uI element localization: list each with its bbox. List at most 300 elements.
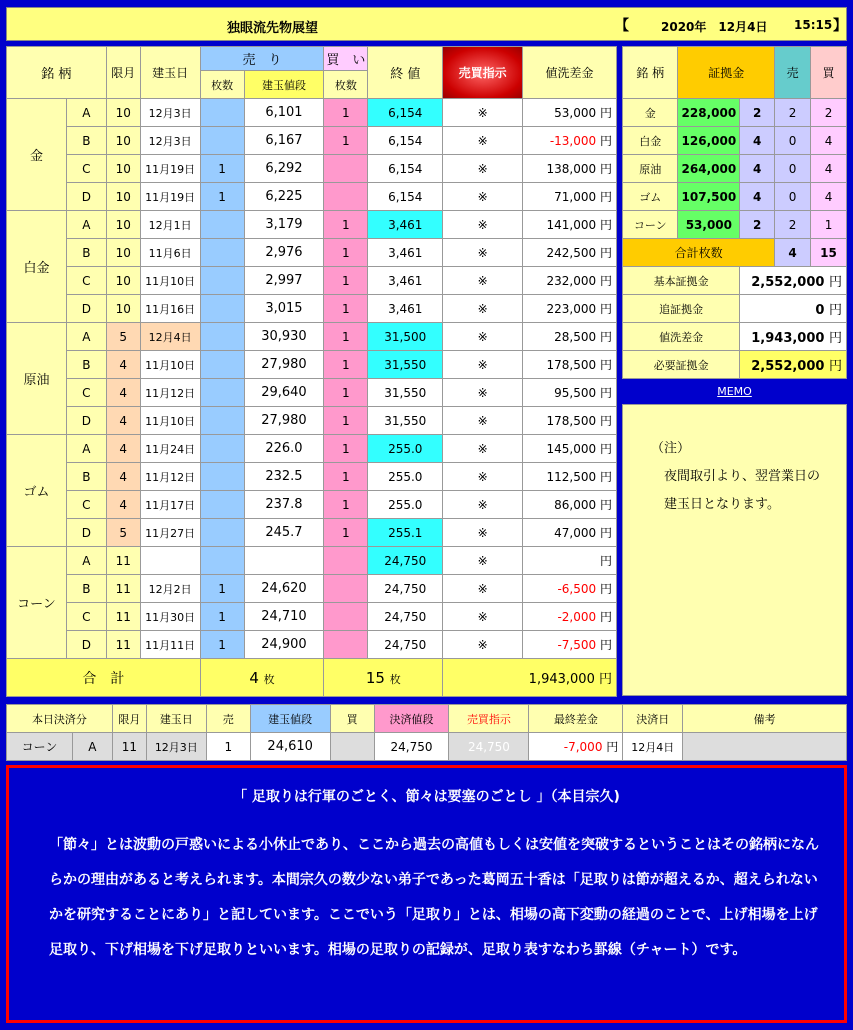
row-sub: D: [66, 519, 106, 547]
row-date: 12月2日: [140, 575, 200, 603]
margin-buy: 2: [811, 99, 847, 127]
summary-value: [740, 295, 847, 323]
margin-name: コーン: [623, 211, 678, 239]
margin-table: [622, 46, 847, 379]
settle-final-yen: 円: [606, 740, 619, 754]
row-price: 24,900: [244, 631, 324, 659]
row-diff-value: 223,000: [546, 302, 597, 316]
row-price: 24,620: [244, 575, 324, 603]
row-mark: ※: [443, 603, 523, 631]
settle-instruction: 24,750: [449, 733, 529, 761]
row-sell: [200, 267, 244, 295]
row-mark: ※: [443, 155, 523, 183]
bracket-close: 】: [833, 18, 847, 34]
settle-final-value: -7,000: [563, 740, 603, 754]
margin-count: 4: [740, 127, 775, 155]
settle-header: 限月: [112, 705, 146, 733]
row-month: 4: [106, 435, 140, 463]
margin-header-uri: 売: [775, 47, 811, 99]
row-buy: [324, 183, 368, 211]
margin-amount: 53,000: [678, 211, 740, 239]
row-diff-yen: 円: [599, 526, 612, 540]
table-row: [7, 407, 617, 435]
group-name: 白金: [7, 211, 67, 323]
row-month: 10: [106, 183, 140, 211]
table-row: [7, 99, 617, 127]
summary-yen: 円: [828, 275, 842, 290]
row-buy: 1: [324, 323, 368, 351]
row-sell: [200, 463, 244, 491]
row-buy: 1: [324, 351, 368, 379]
memo-panel: [622, 404, 847, 696]
header-uri: 売 り: [200, 47, 324, 71]
row-diff: [523, 239, 617, 267]
margin-buy: 4: [811, 127, 847, 155]
row-month: 4: [106, 379, 140, 407]
row-diff-yen: 円: [599, 414, 612, 428]
positions-table: [6, 46, 617, 697]
row-sub: C: [66, 267, 106, 295]
settle-sub: A: [72, 733, 112, 761]
settle-header: 売買指示: [449, 705, 529, 733]
row-mark: ※: [443, 351, 523, 379]
row-sell: [200, 323, 244, 351]
margin-row: [623, 127, 847, 155]
row-close: 24,750: [368, 575, 443, 603]
row-diff-value: 232,000: [546, 274, 597, 288]
row-close: 31,550: [368, 379, 443, 407]
row-sell: 1: [200, 603, 244, 631]
total-label: 合 計: [7, 659, 201, 697]
row-month: 10: [106, 155, 140, 183]
summary-yen: 円: [828, 359, 842, 374]
settle-header: 建玉値段: [250, 705, 330, 733]
margin-name: 原油: [623, 155, 678, 183]
header-tategyokubi: 建玉日: [140, 47, 200, 99]
row-month: 10: [106, 267, 140, 295]
group-name: コーン: [7, 547, 67, 659]
row-month: 11: [106, 631, 140, 659]
row-date: 11月6日: [140, 239, 200, 267]
row-close: 255.0: [368, 491, 443, 519]
row-close: 3,461: [368, 295, 443, 323]
row-diff-value: 86,000: [554, 498, 597, 512]
summary-row: [623, 351, 847, 379]
settle-price: 24,610: [250, 733, 330, 761]
row-buy: 1: [324, 379, 368, 407]
row-diff: [523, 127, 617, 155]
row-diff: [523, 211, 617, 239]
row-date: 11月24日: [140, 435, 200, 463]
row-sell: [200, 407, 244, 435]
row-mark: ※: [443, 435, 523, 463]
row-sell: [200, 491, 244, 519]
row-close: 6,154: [368, 183, 443, 211]
row-sell: [200, 379, 244, 407]
row-diff-yen: 円: [599, 498, 612, 512]
total-sell: [200, 659, 324, 697]
margin-count: 2: [740, 211, 775, 239]
total-sell-unit: 枚: [263, 672, 275, 686]
row-close: 24,750: [368, 603, 443, 631]
row-diff-yen: 円: [599, 554, 612, 568]
settle-header: 本日決済分: [7, 705, 113, 733]
row-sub: C: [66, 603, 106, 631]
row-diff: [523, 463, 617, 491]
row-sub: A: [66, 211, 106, 239]
row-diff-value: -7,500: [557, 638, 597, 652]
row-mark: ※: [443, 211, 523, 239]
row-sub: D: [66, 631, 106, 659]
settle-header: 売: [206, 705, 250, 733]
bracket-open: 【: [615, 18, 629, 34]
row-sub: B: [66, 127, 106, 155]
row-diff: [523, 407, 617, 435]
row-diff: [523, 575, 617, 603]
row-diff: [523, 99, 617, 127]
summary-row: [623, 323, 847, 351]
row-close: 6,154: [368, 155, 443, 183]
row-date: 12月3日: [140, 127, 200, 155]
row-price: 6,167: [244, 127, 324, 155]
row-sub: D: [66, 295, 106, 323]
summary-amount: 2,552,000: [751, 275, 825, 290]
margin-total-buy: 15: [811, 239, 847, 267]
total-buy: [324, 659, 443, 697]
memo-line: 夜間取引より、翌営業日の: [651, 469, 821, 484]
row-date: 11月12日: [140, 463, 200, 491]
row-diff: [523, 323, 617, 351]
header-buy-maisu: 枚数: [324, 71, 368, 99]
row-price: 24,710: [244, 603, 324, 631]
table-row: [7, 323, 617, 351]
row-diff-value: 138,000: [546, 162, 597, 176]
page-title: 独眼流先物展望: [227, 21, 319, 36]
row-sub: A: [66, 435, 106, 463]
margin-name: 金: [623, 99, 678, 127]
row-sub: B: [66, 575, 106, 603]
row-buy: 1: [324, 267, 368, 295]
row-price: 6,292: [244, 155, 324, 183]
settle-header: 決済値段: [374, 705, 449, 733]
row-price: 245.7: [244, 519, 324, 547]
header-gengetsu: 限月: [106, 47, 140, 99]
settle-header: 建玉日: [146, 705, 206, 733]
row-diff-yen: 円: [599, 218, 612, 232]
row-price: 27,980: [244, 351, 324, 379]
margin-buy: 4: [811, 155, 847, 183]
header-owarine: 終 値: [368, 47, 443, 99]
summary-amount: 2,552,000: [751, 359, 825, 374]
memo-link[interactable]: MEMO: [717, 385, 752, 398]
row-sell: [200, 239, 244, 267]
row-date: 11月11日: [140, 631, 200, 659]
row-diff: [523, 491, 617, 519]
row-buy: 1: [324, 239, 368, 267]
margin-total-sell: 4: [775, 239, 811, 267]
table-row: [7, 631, 617, 659]
row-buy: [324, 575, 368, 603]
row-month: 11: [106, 603, 140, 631]
row-mark: ※: [443, 379, 523, 407]
row-mark: ※: [443, 631, 523, 659]
row-buy: [324, 631, 368, 659]
row-mark: ※: [443, 295, 523, 323]
margin-total-label: 合計枚数: [623, 239, 775, 267]
row-diff: [523, 183, 617, 211]
row-month: 11: [106, 575, 140, 603]
summary-label: 値洗差金: [623, 323, 740, 351]
row-diff: [523, 631, 617, 659]
row-mark: ※: [443, 183, 523, 211]
row-buy: 1: [324, 519, 368, 547]
row-sell: [200, 211, 244, 239]
row-buy: [324, 155, 368, 183]
row-diff-value: -2,000: [557, 610, 597, 624]
margin-amount: 126,000: [678, 127, 740, 155]
header-baibai-shiji: 売買指示: [443, 47, 523, 99]
settle-date-done: 12月4日: [623, 733, 683, 761]
summary-row: [623, 267, 847, 295]
total-diff: [443, 659, 617, 697]
row-date: 11月10日: [140, 407, 200, 435]
row-mark: ※: [443, 491, 523, 519]
row-diff: [523, 547, 617, 575]
row-diff-yen: 円: [599, 274, 612, 288]
settle-header: 備考: [683, 705, 847, 733]
row-mark: ※: [443, 267, 523, 295]
row-month: 10: [106, 295, 140, 323]
header-bar: [6, 7, 847, 41]
table-row: [7, 155, 617, 183]
row-diff-yen: 円: [599, 190, 612, 204]
margin-amount: 264,000: [678, 155, 740, 183]
row-buy: 1: [324, 295, 368, 323]
summary-yen: 円: [828, 303, 842, 318]
table-row: [7, 603, 617, 631]
row-sub: B: [66, 239, 106, 267]
settlement-table: [6, 704, 847, 761]
row-diff: [523, 435, 617, 463]
row-diff-yen: 円: [599, 470, 612, 484]
summary-value: [740, 267, 847, 295]
row-diff-yen: 円: [599, 134, 612, 148]
row-mark: ※: [443, 407, 523, 435]
row-buy: 1: [324, 435, 368, 463]
header-tate-nedan: 建玉値段: [244, 71, 324, 99]
group-name: 原油: [7, 323, 67, 435]
row-price: 226.0: [244, 435, 324, 463]
row-sub: A: [66, 323, 106, 351]
total-buy-unit: 枚: [389, 672, 401, 686]
total-diff-value: 1,943,000: [528, 672, 595, 687]
total-buy-value: 15: [365, 668, 385, 687]
margin-row: [623, 211, 847, 239]
table-row: [7, 267, 617, 295]
margin-name: ゴム: [623, 183, 678, 211]
total-sell-value: 4: [249, 668, 259, 687]
header-sell-maisu: 枚数: [200, 71, 244, 99]
row-sub: B: [66, 463, 106, 491]
row-month: 4: [106, 491, 140, 519]
margin-buy: 1: [811, 211, 847, 239]
header-meigara: 銘 柄: [7, 47, 107, 99]
row-diff: [523, 267, 617, 295]
margin-sell: 0: [775, 127, 811, 155]
margin-count: 2: [740, 99, 775, 127]
row-mark: ※: [443, 323, 523, 351]
margin-name: 白金: [623, 127, 678, 155]
row-close: 255.0: [368, 435, 443, 463]
margin-sell: 0: [775, 183, 811, 211]
row-date: 11月19日: [140, 183, 200, 211]
margin-amount: 228,000: [678, 99, 740, 127]
row-diff: [523, 155, 617, 183]
row-diff-yen: 円: [599, 610, 612, 624]
row-date: 11月19日: [140, 155, 200, 183]
row-date: 12月3日: [140, 99, 200, 127]
settle-header: 決済日: [623, 705, 683, 733]
row-date: 11月16日: [140, 295, 200, 323]
group-name: 金: [7, 99, 67, 211]
margin-header-shokokin: 証拠金: [678, 47, 775, 99]
row-month: 4: [106, 351, 140, 379]
row-diff-yen: 円: [599, 386, 612, 400]
row-close: 3,461: [368, 239, 443, 267]
margin-sell: 2: [775, 211, 811, 239]
margin-row: [623, 183, 847, 211]
margin-row: [623, 155, 847, 183]
row-buy: 1: [324, 407, 368, 435]
row-diff-yen: 円: [599, 638, 612, 652]
margin-count: 4: [740, 155, 775, 183]
row-diff-value: 178,500: [546, 414, 597, 428]
row-mark: ※: [443, 127, 523, 155]
row-close: 24,750: [368, 547, 443, 575]
row-diff: [523, 603, 617, 631]
row-sell: [200, 547, 244, 575]
row-diff-value: 145,000: [546, 442, 597, 456]
row-date: 12月4日: [140, 323, 200, 351]
table-row: [7, 379, 617, 407]
group-name: ゴム: [7, 435, 67, 547]
row-price: 3,179: [244, 211, 324, 239]
row-month: 5: [106, 323, 140, 351]
row-diff-value: -6,500: [557, 582, 597, 596]
summary-row: [623, 295, 847, 323]
table-row: [7, 211, 617, 239]
row-diff-yen: 円: [599, 106, 612, 120]
quote-panel: [6, 765, 847, 1023]
row-sub: A: [66, 99, 106, 127]
summary-value: [740, 351, 847, 379]
row-mark: ※: [443, 99, 523, 127]
row-diff-value: 53,000: [554, 106, 597, 120]
row-diff-yen: 円: [599, 162, 612, 176]
row-diff-value: -13,000: [549, 134, 597, 148]
memo-line: 建玉日となります。: [651, 497, 780, 512]
row-price: 29,640: [244, 379, 324, 407]
row-diff-value: 178,500: [546, 358, 597, 372]
row-date: 11月27日: [140, 519, 200, 547]
table-row: [7, 295, 617, 323]
row-close: 6,154: [368, 127, 443, 155]
row-close: 3,461: [368, 267, 443, 295]
margin-row: [623, 99, 847, 127]
table-row: [7, 351, 617, 379]
table-row: [7, 239, 617, 267]
row-buy: 1: [324, 211, 368, 239]
table-row: [7, 547, 617, 575]
row-date: 11月30日: [140, 603, 200, 631]
row-close: 255.0: [368, 463, 443, 491]
row-mark: ※: [443, 239, 523, 267]
row-close: 255.1: [368, 519, 443, 547]
row-month: 10: [106, 99, 140, 127]
row-sub: D: [66, 183, 106, 211]
row-sub: B: [66, 351, 106, 379]
quote-body: 「節々」とは波動の戸惑いによる小休止であり、ここから過去の高値もしくは安値を突破するということはその銘柄になんらかの理由があると考えられます。本間宗久の数少ない弟子であった葛岡五十香は「足取りは節が超えるか、超えられないかを研究することにあり」と記しています。ここでいう「足取り」とは、相場の高下変動の経過のことで、上げ相場を上げ足取り、下げ相場を下げ足取りといいます。相場の足取りの記録が、足取り表すなわち罫線（チャート）です。: [49, 837, 819, 958]
row-price: 6,225: [244, 183, 324, 211]
row-sell: [200, 519, 244, 547]
settle-buy: [330, 733, 374, 761]
row-date: 11月12日: [140, 379, 200, 407]
summary-value: [740, 323, 847, 351]
margin-amount: 107,500: [678, 183, 740, 211]
quote-title: 「 足取りは行軍のごとく、節々は要塞のごとし 」（本目宗久): [233, 789, 620, 805]
margin-header-kai: 買: [811, 47, 847, 99]
margin-sell: 0: [775, 155, 811, 183]
row-buy: 1: [324, 99, 368, 127]
row-month: 10: [106, 211, 140, 239]
summary-label: 基本証拠金: [623, 267, 740, 295]
row-price: 2,997: [244, 267, 324, 295]
settle-header: 最終差金: [529, 705, 623, 733]
header-neaarai: 値洗差金: [523, 47, 617, 99]
row-mark: ※: [443, 547, 523, 575]
row-diff-yen: 円: [599, 330, 612, 344]
table-row: [7, 519, 617, 547]
row-price: 2,976: [244, 239, 324, 267]
row-sub: C: [66, 155, 106, 183]
header-kai: 買 い: [324, 47, 368, 71]
row-buy: 1: [324, 491, 368, 519]
row-close: 3,461: [368, 211, 443, 239]
header-time: 15:15: [794, 18, 833, 32]
settle-note: [683, 733, 847, 761]
row-sub: D: [66, 407, 106, 435]
summary-label: 追証拠金: [623, 295, 740, 323]
table-row: [7, 463, 617, 491]
row-diff-yen: 円: [599, 302, 612, 316]
row-buy: 1: [324, 127, 368, 155]
row-sell: 1: [200, 183, 244, 211]
row-mark: ※: [443, 463, 523, 491]
settle-date: 12月3日: [146, 733, 206, 761]
row-sell: 1: [200, 631, 244, 659]
row-buy: [324, 603, 368, 631]
row-price: 237.8: [244, 491, 324, 519]
row-date: 11月17日: [140, 491, 200, 519]
row-diff-value: 242,500: [546, 246, 597, 260]
row-sell: [200, 99, 244, 127]
row-diff: [523, 295, 617, 323]
settle-name: コーン: [7, 733, 73, 761]
table-row: [7, 183, 617, 211]
row-diff-value: 141,000: [546, 218, 597, 232]
row-close: 31,550: [368, 351, 443, 379]
row-price: 6,101: [244, 99, 324, 127]
